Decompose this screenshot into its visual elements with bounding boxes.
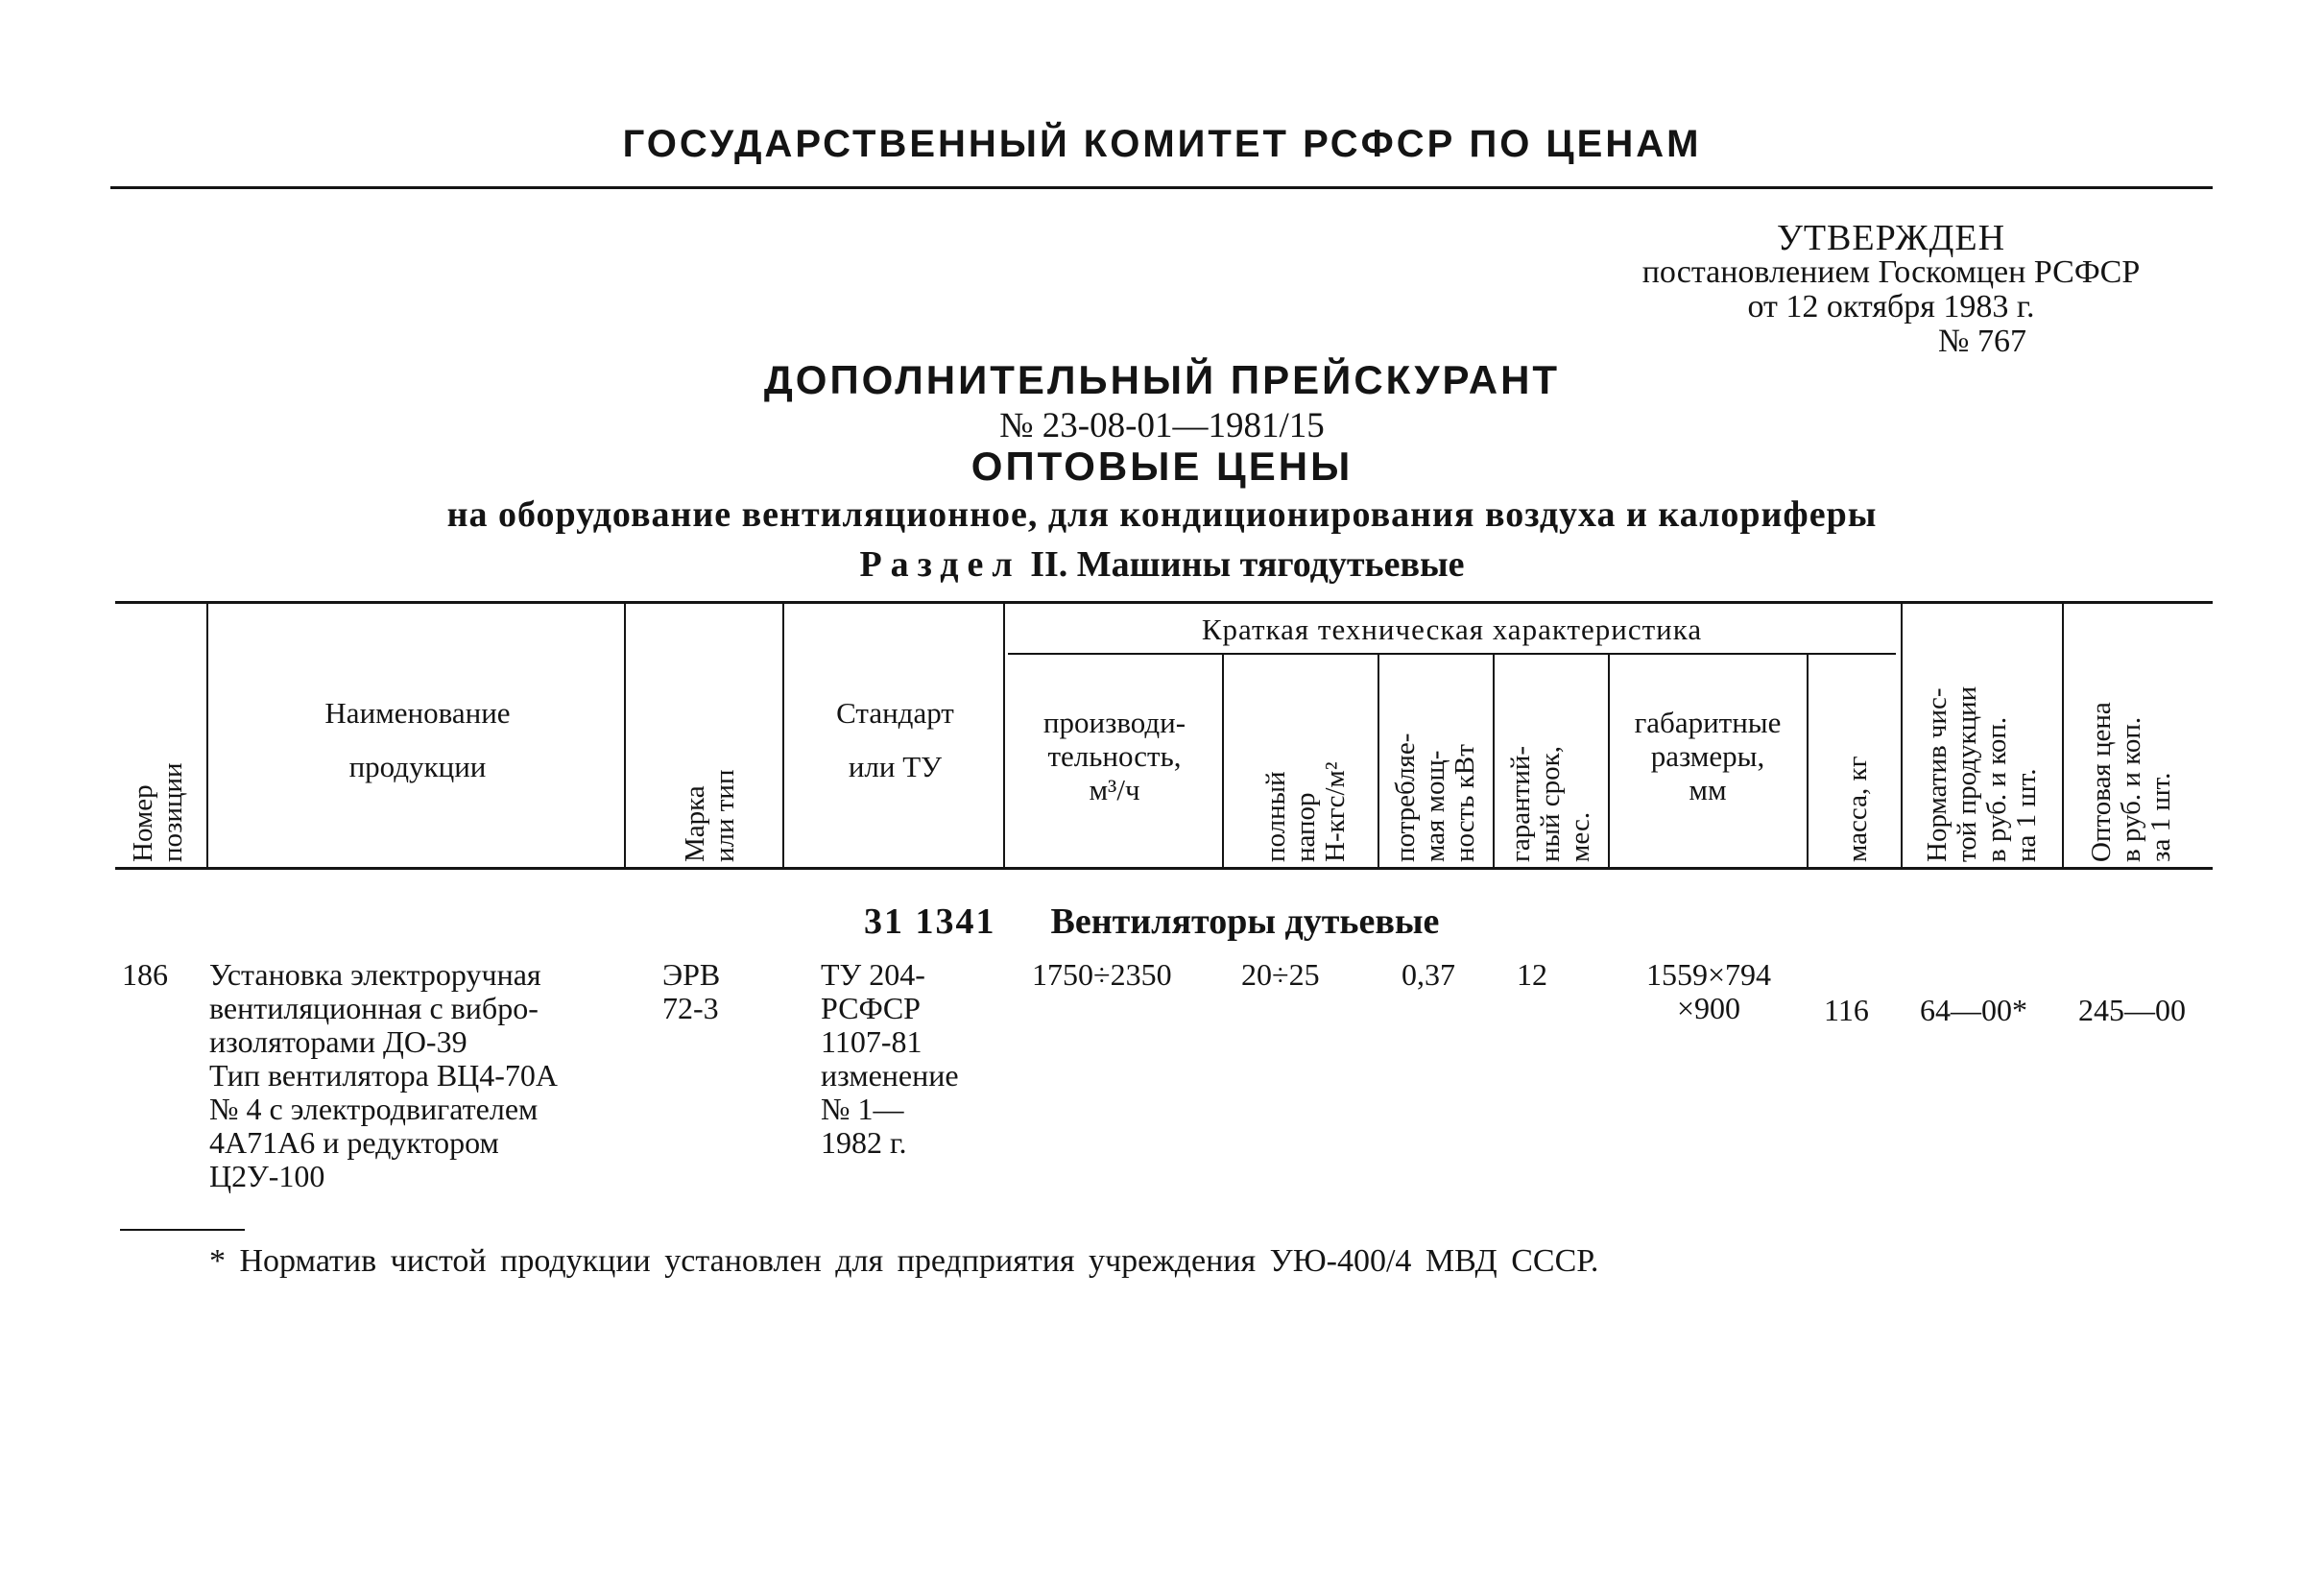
header-power: потребляе- мая мощ- ность кВт bbox=[1389, 733, 1480, 862]
section-word: Раздел bbox=[859, 544, 1021, 585]
header-standard: Стандарт или ТУ bbox=[836, 696, 954, 783]
col-divider bbox=[1378, 655, 1379, 868]
row-standard: ТУ 204- РСФСР 1107-81 изменение № 1— 1982 г. bbox=[821, 957, 959, 1160]
footnote: * Норматив чистой продукции установлен для предприятия учреждения УЮ-400/4 МВД СССР. bbox=[209, 1243, 1599, 1279]
col-divider bbox=[624, 603, 626, 868]
header-wholesale-price: Оптовая цена в руб. и коп. за 1 шт. bbox=[2085, 702, 2176, 862]
approval-block bbox=[1555, 218, 2227, 359]
row-performance: 1750÷2350 bbox=[1032, 957, 1172, 992]
header-brand: Марка или тип bbox=[680, 769, 740, 862]
header-dimensions: габаритные размеры, мм bbox=[1634, 706, 1782, 806]
col-divider bbox=[1493, 655, 1495, 868]
header-bottom-rule bbox=[115, 867, 2213, 870]
col-divider bbox=[1807, 655, 1809, 868]
row-brand: ЭРВ 72-3 bbox=[662, 957, 721, 1025]
row-position: 186 bbox=[122, 957, 168, 992]
col-divider bbox=[1222, 655, 1224, 868]
row-power: 0,37 bbox=[1402, 957, 1455, 992]
prices-title: ОПТОВЫЕ ЦЕНЫ bbox=[970, 444, 1354, 489]
header-mass: масса, кг bbox=[1841, 756, 1873, 862]
col-divider bbox=[782, 603, 784, 868]
col-divider bbox=[1901, 603, 1903, 868]
approval-date: от 12 октября 1983 г. bbox=[1747, 289, 2035, 324]
col-divider bbox=[206, 603, 208, 868]
row-net-norm: 64—00* bbox=[1920, 993, 2027, 1027]
col-divider bbox=[2062, 603, 2064, 868]
header-performance: производи- тельность, м³/ч bbox=[1042, 706, 1186, 806]
row-name: Установка электроручная вентиляционная с вибро- изоляторами ДО-39 Тип вентилятора ВЦ4-70А № 4 с электродвигателем 4А71А6 и редуктором Ц2У-100 bbox=[209, 957, 559, 1193]
group-name: Вентиляторы дутьевые bbox=[1050, 901, 1440, 942]
approval-number: № 767 bbox=[1938, 324, 2026, 359]
row-pressure: 20÷25 bbox=[1241, 957, 1320, 992]
row-dimensions: 1559×794 ×900 bbox=[1645, 957, 1772, 1025]
committee-title: ГОСУДАРСТВЕННЫЙ КОМИТЕТ РСФСР ПО ЦЕНАМ bbox=[622, 123, 1702, 165]
approval-heading: УТВЕРЖДЕН bbox=[1776, 218, 2006, 258]
header-pressure: полный напор Н-кгс/м² bbox=[1259, 761, 1351, 862]
footnote-rule bbox=[120, 1229, 245, 1231]
row-warranty: 12 bbox=[1517, 957, 1547, 992]
header-name: Наименование продукции bbox=[324, 696, 511, 783]
header-tech: Краткая техническая характеристика bbox=[1201, 613, 1703, 646]
tech-group-rule bbox=[1008, 653, 1896, 655]
header-rule bbox=[110, 186, 2213, 189]
header-net-norm: Норматив чис- той продукции в руб. и коп. на 1 шт. bbox=[1922, 685, 2042, 862]
group-code: 31 1341 bbox=[864, 901, 996, 942]
section-name: II. Машины тягодутьевые bbox=[1030, 544, 1465, 585]
approval-decree: постановлением Госкомцен РСФСР bbox=[1641, 254, 2141, 290]
col-divider bbox=[1003, 603, 1005, 868]
row-mass: 116 bbox=[1824, 993, 1869, 1027]
header-position: Номер позиции bbox=[128, 762, 188, 862]
group-heading bbox=[864, 901, 1439, 943]
section-title bbox=[0, 543, 2324, 586]
document-title: ДОПОЛНИТЕЛЬНЫЙ ПРЕЙСКУРАНТ bbox=[763, 357, 1561, 402]
row-wholesale-price: 245—00 bbox=[2078, 993, 2186, 1027]
header-warranty: гарантий- ный срок, мес. bbox=[1504, 745, 1595, 862]
document-number: № 23-08-01—1981/15 bbox=[999, 406, 1325, 445]
subject-line: на оборудование вентиляционное, для кондиционирования воздуха и калориферы bbox=[446, 494, 1878, 535]
table-top-rule bbox=[115, 601, 2213, 604]
